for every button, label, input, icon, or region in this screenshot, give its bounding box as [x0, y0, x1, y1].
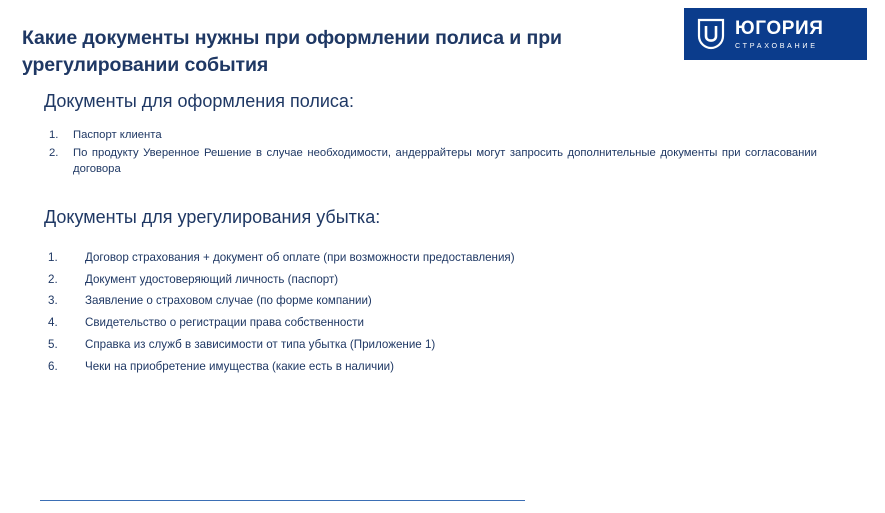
list-item: Свидетельство о регистрации права собственности	[85, 316, 364, 330]
list-item: По продукту Уверенное Решение в случае необходимости, андеррайтеры могут запросить дополнительные документы при согласовании договора	[73, 146, 817, 176]
policy-documents-list	[44, 127, 844, 177]
list-item: Документ удостоверяющий личность (паспорт)	[85, 272, 339, 286]
list-item: Паспорт клиента	[73, 129, 162, 142]
claim-documents-list	[44, 247, 844, 378]
logo-text-block	[735, 19, 823, 49]
section-one-heading: Документы для оформления полиса:	[44, 91, 354, 111]
list-item: Договор страхования + документ об оплате (при возможности предоставления)	[85, 250, 515, 264]
company-logo	[684, 8, 867, 60]
list-item: Заявление о страховом случае (по форме компании)	[85, 294, 372, 308]
page-title: Какие документы нужны при оформлении полиса и при урегулировании события	[22, 27, 562, 76]
list-item: Чеки на приобретение имущества (какие есть в наличии)	[85, 359, 395, 373]
yugoria-shield-icon	[696, 18, 726, 50]
slide-body	[44, 90, 844, 378]
list-item: Справка из служб в зависимости от типа убытка (Приложение 1)	[85, 338, 436, 352]
footer-divider	[40, 500, 525, 501]
logo-company-name: ЮГОРИЯ	[735, 17, 824, 39]
section-two-heading: Документы для урегулирования убытка:	[44, 206, 381, 227]
logo-company-subtitle: СТРАХОВАНИЕ	[735, 40, 818, 50]
